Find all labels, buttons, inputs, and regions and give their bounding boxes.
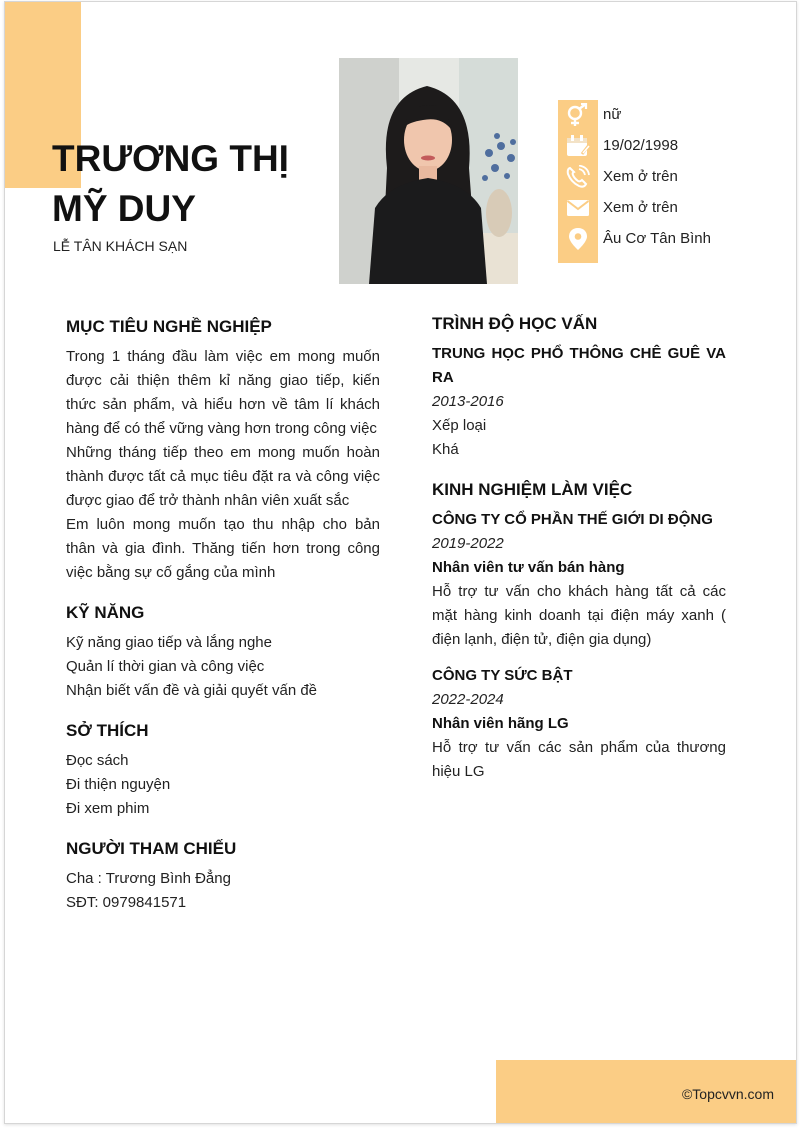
job-description: Hỗ trợ tư vấn cho khách hàng tất cả các mặt hàng kinh doanh tại điện máy xanh ( điện lạnh, điện tử, điện gia dụng) (432, 583, 726, 648)
references-title: NGƯỜI THAM CHIẾU (66, 839, 237, 858)
email-value: Xem ở trên (603, 199, 678, 216)
objective-title: MỤC TIÊU NGHỀ NGHIỆP (66, 317, 272, 336)
name-line-1: TRƯƠNG THỊ (52, 138, 289, 179)
profile-photo (339, 58, 518, 284)
objective-paragraph: Trong 1 tháng đầu làm việc em mong muốn được cải thiện thêm kỉ năng giao tiếp, kiến thức sản phẩm, và hiểu hơn về tâm lí khách hàng để có thể vững vàng hơn trong công việc (66, 348, 380, 437)
calendar-icon (565, 134, 591, 158)
left-column (66, 315, 380, 915)
company-name: CÔNG TY SỨC BẬT (432, 667, 573, 684)
objective-paragraph: Những tháng tiếp theo em mong muốn hoàn thành được tất cả mục tiêu đặt ra và công việc được giao để trở thành nhân viên xuất sắc (66, 444, 380, 509)
hobbies-title: SỞ THÍCH (66, 721, 149, 740)
objective-paragraph: Em luôn mong muốn tạo thu nhập cho bản thân và gia đình. Thăng tiến hơn trong công việc bằng sự cố gắng của mình (66, 516, 380, 581)
location-icon (565, 227, 591, 251)
education-period: 2013-2016 (432, 393, 504, 410)
hobby-item: Đọc sách (66, 752, 129, 769)
job-role: Nhân viên hãng LG (432, 715, 569, 732)
candidate-name (52, 134, 352, 234)
phone-icon (565, 165, 591, 189)
gender-value: nữ (603, 106, 622, 123)
address-value: Âu Cơ Tân Bình (603, 230, 711, 247)
job-position: LỄ TÂN KHÁCH SẠN (53, 238, 188, 254)
job-description: Hỗ trợ tư vấn các sản phẩm của thương hiệu LG (432, 739, 726, 780)
job-period: 2022-2024 (432, 691, 504, 708)
rank-value: Khá (432, 441, 459, 458)
footer-credit: ©Topcvvn.com (681, 1086, 774, 1102)
skills-title: KỸ NĂNG (66, 603, 145, 622)
company-name: CÔNG TY CỔ PHẦN THẾ GIỚI DI ĐỘNG (432, 511, 713, 528)
gender-icon (565, 103, 591, 127)
email-icon (565, 196, 591, 220)
birthdate-value: 19/02/1998 (603, 137, 679, 154)
education-title: TRÌNH ĐỘ HỌC VẤN (432, 314, 598, 333)
job-period: 2019-2022 (432, 535, 504, 552)
reference-item: Cha : Trương Bình Đẳng (66, 870, 231, 887)
skill-item: Quản lí thời gian và công việc (66, 658, 265, 675)
right-column (432, 312, 726, 784)
cv-page (4, 1, 797, 1124)
hobby-item: Đi xem phim (66, 800, 150, 817)
name-line-2: MỸ DUY (52, 188, 196, 229)
skill-item: Nhận biết vấn đề và giải quyết vấn đề (66, 682, 318, 699)
rank-label: Xếp loại (432, 417, 487, 434)
skill-item: Kỹ năng giao tiếp và lắng nghe (66, 634, 272, 651)
job-role: Nhân viên tư vấn bán hàng (432, 559, 625, 576)
school-name: TRUNG HỌC PHỔ THÔNG CHÊ GUÊ VA RA (432, 345, 726, 386)
experience-title: KINH NGHIỆM LÀM VIỆC (432, 480, 633, 499)
reference-item: SĐT: 0979841571 (66, 894, 187, 911)
phone-value: Xem ở trên (603, 168, 678, 185)
hobby-item: Đi thiện nguyện (66, 776, 171, 793)
